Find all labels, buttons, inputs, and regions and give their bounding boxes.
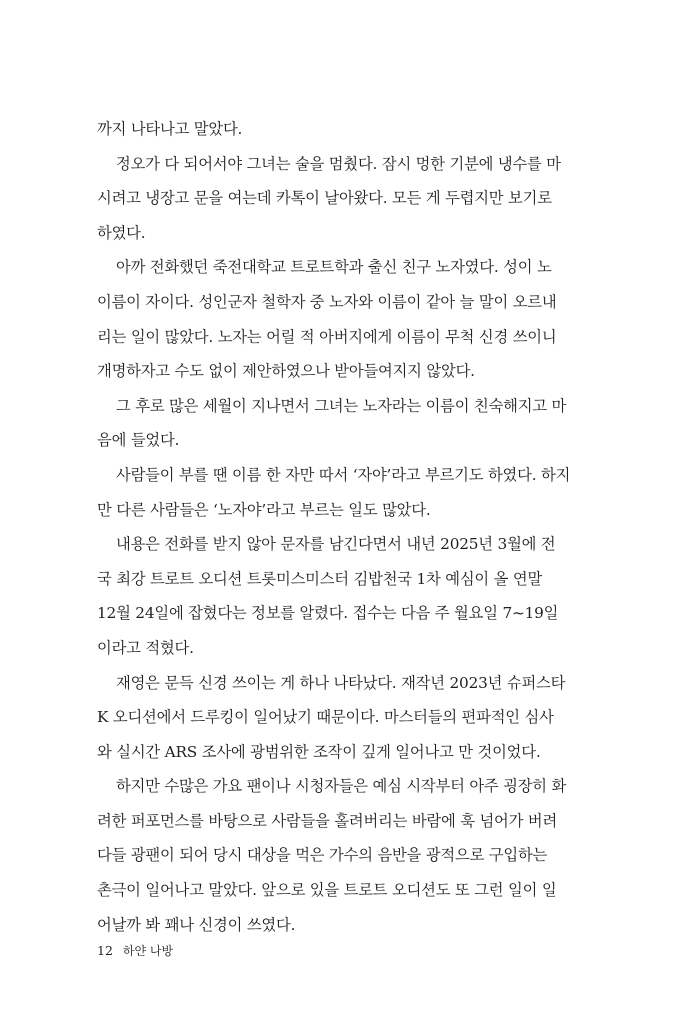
page-number: 12 (97, 943, 113, 958)
text-line: 하였다. (97, 223, 146, 242)
text-line: 리는 일이 많았다. 노자는 어릴 적 아버지에게 이름이 무척 신경 쓰이니 (97, 327, 557, 346)
text-line: 어날까 봐 꽤나 신경이 쓰였다. (97, 915, 296, 934)
text-line: 국 최강 트로트 오디션 트롯미스미스터 김밥천국 1차 예심이 올 연말 (97, 569, 543, 588)
text-line: 하지만 수많은 가요 팬이나 시청자들은 예심 시작부터 아주 굉장히 화 (116, 777, 567, 796)
text-line: 개명하자고 수도 없이 제안하였으나 받아들여지지 않았다. (97, 362, 475, 381)
text-line: 이름이 자이다. 성인군자 철학자 중 노자와 이름이 같아 늘 말이 오르내 (97, 292, 557, 311)
text-line: 다들 광팬이 되어 당시 대상을 먹은 가수의 음반을 광적으로 구입하는 (97, 846, 548, 865)
text-line: 사람들이 부를 땐 이름 한 자만 따서 ‘자야’라고 부르기도 하였다. 하지 (116, 465, 571, 484)
text-line: 재영은 문득 신경 쓰이는 게 하나 나타났다. 재작년 2023년 슈퍼스타 (116, 673, 566, 692)
body-text (97, 112, 597, 942)
text-line: 음에 들었다. (97, 431, 180, 450)
text-line: 정오가 다 되어서야 그녀는 술을 멈췄다. 잠시 멍한 기분에 냉수를 마 (116, 154, 561, 173)
text-line: K 오디션에서 드루킹이 일어났기 때문이다. 마스터들의 편파적인 심사 (97, 708, 554, 727)
text-line: 12월 24일에 잡혔다는 정보를 알렸다. 접수는 다음 주 월요일 7~19일 (97, 604, 559, 623)
text-line: 촌극이 일어나고 말았다. 앞으로 있을 트로트 오디션도 또 그런 일이 일 (97, 881, 557, 900)
text-line: 까지 나타나고 말았다. (97, 120, 243, 138)
text-line: 시려고 냉장고 문을 여는데 카톡이 날아왔다. 모든 게 두렵지만 보기로 (97, 189, 552, 208)
text-line: 와 실시간 ARS 조사에 광범위한 조작이 깊게 일어나고 만 것이었다. (97, 742, 541, 761)
page-footer (97, 943, 173, 959)
text-line: 아까 전화했던 죽전대학교 트로트학과 출신 친구 노자였다. 성이 노 (116, 258, 552, 277)
text-line: 내용은 전화를 받지 않아 문자를 남긴다면서 내년 2025년 3월에 전 (116, 535, 556, 554)
running-title: 하얀 나방 (122, 944, 174, 958)
text-line: 려한 퍼포먼스를 바탕으로 사람들을 홀려버리는 바람에 훅 넘어가 버려 (97, 811, 558, 830)
text-line: 이라고 적혔다. (97, 638, 194, 657)
text-line: 만 다른 사람들은 ‘노자야’라고 부르는 일도 많았다. (97, 500, 431, 519)
text-line: 그 후로 많은 세월이 지나면서 그녀는 노자라는 이름이 친숙해지고 마 (116, 396, 567, 415)
